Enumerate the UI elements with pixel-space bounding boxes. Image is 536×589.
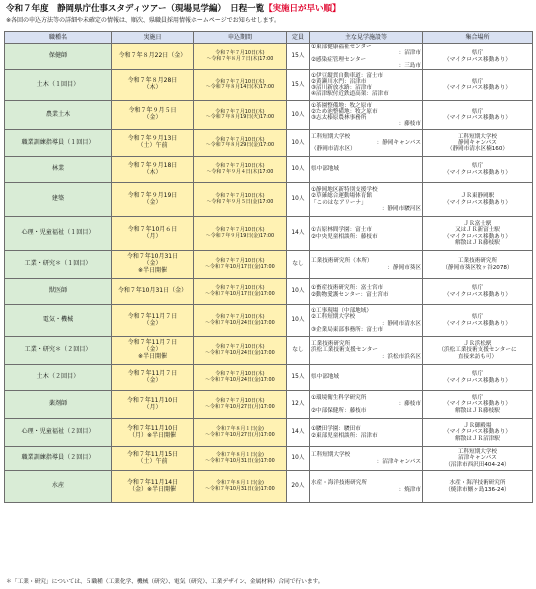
cell-line: ：静岡市清水区 <box>381 320 421 327</box>
cell-line: ～令和７年10月24日(金)17:00 <box>205 319 275 326</box>
application-period-cell <box>194 101 287 130</box>
cell-line: ③志太榛原農林事務所 <box>311 115 367 121</box>
cell-line: （木） <box>143 168 162 176</box>
cell-line: （沼津市西沢田404-24） <box>445 461 510 468</box>
cell-line: （静岡市清水区） <box>311 146 356 153</box>
table-row <box>5 130 533 157</box>
cell-line: ～令和７年９月５日(金)17:00 <box>206 198 274 205</box>
cell-line: （マイクロバス移動あり） <box>444 56 511 63</box>
table-row <box>5 365 533 391</box>
cell-line: ：静岡キャンパス <box>376 139 421 146</box>
cell-line: ～令和７年10月31日(金)17:00 <box>205 485 275 492</box>
capacity-cell: 15人 <box>287 365 310 391</box>
cell-line: （静岡市清水区楠160） <box>446 146 509 153</box>
cell-line: ：藤枝市 <box>398 401 421 408</box>
capacity-cell: 14人 <box>287 217 310 251</box>
job-name-cell: 獣医師 <box>5 279 112 305</box>
cell-line: ：浜松市浜名区 <box>381 353 421 360</box>
cell-line: ②中部保健所：藤枝市 <box>311 407 367 414</box>
cell-line: ③沼川新放水路：沼津市 <box>311 85 372 91</box>
cell-line: 令和７年９月19日 <box>127 191 178 199</box>
date-cell <box>112 391 194 419</box>
cell-line: 令和７年８月22日（金） <box>118 52 187 60</box>
cell-line: ～令和７年８月29日(金)17:00 <box>205 142 275 148</box>
cell-line: ～令和７年10月17日(金)17:00 <box>205 290 275 297</box>
application-period-cell <box>194 157 287 183</box>
cell-line: ②東部児童相談所：沼津市 <box>311 432 378 439</box>
cell-line: ～令和７年９月４日(木)17:00 <box>206 168 274 175</box>
cell-line: ※半日開催 <box>137 266 168 274</box>
meeting-place-cell <box>423 44 533 70</box>
date-cell <box>112 279 194 305</box>
cell-line: 令和７年９月５日 <box>128 107 177 115</box>
sites-cell <box>310 217 423 251</box>
title-text: 令和７年度 静岡県庁仕事スタディツアー（現場見学編） 日程一覧 <box>6 4 265 14</box>
meeting-place-cell <box>423 217 533 251</box>
cell-line: 令和７年７月10日(木) <box>215 136 265 143</box>
cell-line: （土）午前 <box>137 142 168 149</box>
cell-line: 県庁 <box>471 163 484 170</box>
meeting-place-cell <box>423 305 533 337</box>
cell-line: 令和７年11月７日 <box>127 369 178 377</box>
date-cell <box>112 130 194 157</box>
table-row <box>5 44 533 70</box>
cell-line: 工業技術研究所 <box>311 341 351 348</box>
table-row <box>5 70 533 101</box>
cell-line: ④沼津駅付近鉄道高架：沼津市 <box>311 91 389 98</box>
date-cell <box>112 337 194 365</box>
cell-line: 令和７年８月１日(金) <box>216 426 264 433</box>
cell-line: 令和７年11月10日 <box>126 396 179 404</box>
capacity-cell: なし <box>287 337 310 365</box>
job-name-cell: 工業・研究＊（１回目） <box>5 251 112 279</box>
cell-line: ：焼津市 <box>398 486 421 493</box>
cell-line: 工科短期大学校 <box>457 133 498 140</box>
application-period-cell <box>194 447 287 471</box>
cell-line: ＪＲ東静岡駅 <box>460 193 495 200</box>
cell-line: 工業技術研究所 <box>457 258 498 265</box>
cell-line: ②ため池整備地：牧之原市 <box>311 108 378 115</box>
capacity-cell: 10人 <box>287 305 310 337</box>
table-row <box>5 305 533 337</box>
sites-cell <box>310 70 423 101</box>
date-cell <box>112 305 194 337</box>
cell-line: 令和７年９月18日 <box>127 161 178 169</box>
cell-line: ＪＲ御殿場 <box>463 423 492 430</box>
table-body <box>5 44 533 503</box>
meeting-place-cell <box>423 419 533 447</box>
sites-cell <box>310 305 423 337</box>
date-cell <box>112 365 194 391</box>
cell-line: （マイクロバス移動あり） <box>444 291 511 298</box>
cell-line: 工科短期大学校 <box>311 452 351 459</box>
table-row <box>5 391 533 419</box>
cell-line: （浜松工業技術支援センターに <box>438 347 517 354</box>
meeting-place-cell <box>423 447 533 471</box>
job-name-cell: 職業訓練指導員（１回目） <box>5 130 112 157</box>
capacity-cell: 10人 <box>287 447 310 471</box>
schedule-table <box>4 31 533 503</box>
sites-cell <box>310 279 423 305</box>
cell-line: 令和７年７月10日(木) <box>215 108 265 115</box>
sites-cell <box>310 130 423 157</box>
capacity-cell: なし <box>287 251 310 279</box>
table-row <box>5 157 533 183</box>
application-period-cell <box>194 391 287 419</box>
column-header-date: 実施日 <box>112 32 194 44</box>
cell-line: ：沼津キャンパス <box>376 458 421 465</box>
cell-line: 令和７年７月10日(木) <box>215 50 265 57</box>
cell-line: 令和７年11月14日 <box>126 478 179 486</box>
sites-cell <box>310 419 423 447</box>
job-name-cell: 土木（１回目） <box>5 70 112 101</box>
application-period-cell <box>194 130 287 157</box>
cell-line: 令和７年７月10日(木) <box>215 193 265 200</box>
job-name-cell: 電気・機械 <box>5 305 112 337</box>
cell-line: （金） <box>143 198 162 206</box>
meeting-place-cell <box>423 251 533 279</box>
cell-line: ①静岡地区新特別支援学校 <box>311 187 378 193</box>
date-cell <box>112 251 194 279</box>
capacity-cell: 15人 <box>287 44 310 70</box>
column-header-period: 申込期間 <box>194 32 287 44</box>
cell-line: （マイクロバス移動あり） <box>444 199 511 206</box>
date-cell <box>112 70 194 101</box>
cell-line: ：藤枝市 <box>398 121 421 128</box>
cell-line: 令和７年11月15日 <box>126 450 179 458</box>
cell-line: （月） <box>143 232 162 240</box>
cell-line: 令和７年８月１日(金) <box>216 452 264 459</box>
cell-line: ①駿田学園：駿田市 <box>311 426 361 433</box>
cell-line: 県庁 <box>471 395 484 402</box>
header-note: ※各回の申込方法等の詳細や未確定の情報は、順次、県職員採用情報ホームページでお知らせします。 <box>6 17 280 24</box>
cell-line: ～令和７年10月24日(金)17:00 <box>205 349 275 356</box>
cell-line: ②工科短期大学校 <box>311 314 356 321</box>
cell-line: （金） <box>143 260 162 268</box>
cell-line: ③企業局東部事務所：富士市 <box>311 326 384 333</box>
cell-line: 解散はＪＲ藤枝駅 <box>455 407 500 414</box>
job-name-cell: 林業 <box>5 157 112 183</box>
meeting-place-cell <box>423 157 533 183</box>
date-cell <box>112 447 194 471</box>
cell-line: 解散はＪＲ沼津駅 <box>455 435 500 442</box>
cell-line: ＪＲ浜松駅 <box>463 341 492 348</box>
cell-line: 県庁 <box>471 108 484 115</box>
cell-line: 県庁 <box>471 78 484 85</box>
cell-line: ②感染症管理センター <box>311 56 367 63</box>
date-cell <box>112 183 194 217</box>
cell-line: 令和７年７月10日(木) <box>215 163 265 170</box>
meeting-place-cell <box>423 365 533 391</box>
cell-line: ～令和７年８月19日(火)17:00 <box>205 114 275 120</box>
cell-line: 令和７年10月６日 <box>127 225 178 233</box>
cell-line: ①畜産技術研究所：富士宮市 <box>311 285 384 292</box>
capacity-cell: 10人 <box>287 101 310 130</box>
cell-line: 県中部地域 <box>311 374 339 381</box>
sites-cell <box>310 365 423 391</box>
job-name-cell: 建築 <box>5 183 112 217</box>
cell-line: ②草薙総合運動場体育館 <box>311 193 372 200</box>
cell-line: 令和７年10月31日（金） <box>117 287 188 295</box>
cell-line: （木） <box>143 84 162 91</box>
sites-cell <box>310 157 423 183</box>
capacity-cell: 20人 <box>287 471 310 503</box>
cell-line: （マイクロバス移動あり） <box>444 85 511 91</box>
date-cell <box>112 157 194 183</box>
cell-line: （静岡市葵区牧ヶ谷2078） <box>442 264 513 271</box>
cell-line: ～令和７年10月24日(金)17:00 <box>205 376 275 383</box>
sites-cell <box>310 44 423 70</box>
application-period-cell <box>194 70 287 101</box>
cell-line: ①東部健康福祉センター <box>311 44 372 50</box>
cell-line: 令和７年８月１日(金) <box>216 480 264 487</box>
cell-line: 令和７年７月10日(木) <box>215 78 265 85</box>
cell-line: 令和７年７月10日(木) <box>215 314 265 321</box>
meeting-place-cell <box>423 101 533 130</box>
cell-line: ①吉原林間学園：富士市 <box>311 227 372 234</box>
cell-line: （マイクロバス移動あり） <box>444 233 511 240</box>
cell-line: 浜松工業技術支援センター <box>311 347 378 354</box>
capacity-cell: 14人 <box>287 419 310 447</box>
cell-line: （マイクロバス移動あり） <box>444 115 511 121</box>
cell-line: 令和７年８月28日 <box>127 77 178 85</box>
date-cell <box>112 44 194 70</box>
application-period-cell <box>194 337 287 365</box>
meeting-place-cell <box>423 279 533 305</box>
cell-line: ①環境衛生科学研究所 <box>311 395 367 402</box>
cell-line: （マイクロバス移動あり） <box>444 320 511 327</box>
cell-line: （マイクロバス移動あり） <box>444 401 511 408</box>
sites-cell <box>310 337 423 365</box>
cell-line: 県庁 <box>471 371 484 378</box>
cell-line: 県庁 <box>471 285 484 292</box>
cell-line: 「このはなアリーナ」 <box>311 199 367 206</box>
sites-cell <box>310 101 423 130</box>
cell-line: 水産・海洋技術研究所 <box>311 480 367 487</box>
capacity-cell: 10人 <box>287 130 310 157</box>
cell-line: 県庁 <box>471 314 484 321</box>
cell-line: 令和７年７月10日(木) <box>215 371 265 378</box>
cell-line: ＪＲ富士駅 <box>463 221 492 227</box>
cell-line: （月）※半日開催 <box>128 431 177 439</box>
job-name-cell: 薬剤師 <box>5 391 112 419</box>
date-cell <box>112 101 194 130</box>
cell-line: ～令和７年９月19日(金)17:00 <box>205 232 275 239</box>
table-row <box>5 217 533 251</box>
meeting-place-cell <box>423 130 533 157</box>
cell-line: （土）午前 <box>137 457 168 465</box>
cell-line: ～令和７年10月27日(月)17:00 <box>205 403 275 410</box>
cell-line: 令和７年７月10日(木) <box>215 258 265 265</box>
cell-line: 工科短期大学校 <box>311 133 351 140</box>
cell-line: （焼津市鰯ヶ島136-24） <box>445 486 510 493</box>
cell-line: ※半日開催 <box>137 352 168 360</box>
cell-line: （金） <box>143 319 162 327</box>
cell-line: 水産・海洋技術研究所 <box>449 480 506 487</box>
meeting-place-cell <box>423 471 533 503</box>
application-period-cell <box>194 471 287 503</box>
cell-line: ①伊豆縦貫自動車道：富士市 <box>311 72 384 79</box>
column-header-meeting: 集合場所 <box>423 32 533 44</box>
table-header-row <box>5 32 533 44</box>
cell-line: ：三島市 <box>398 62 421 69</box>
cell-line: ①茶園整備地：牧之原市 <box>311 102 372 109</box>
cell-line: ～令和７年10月17日(金)17:00 <box>205 263 275 270</box>
job-name-cell: 工業・研究＊（２回目） <box>5 337 112 365</box>
table-row <box>5 101 533 130</box>
meeting-place-cell <box>423 70 533 101</box>
cell-line: （金） <box>143 346 162 354</box>
cell-line: （金） <box>143 114 162 121</box>
cell-line: 令和７年７月10日(木) <box>215 285 265 292</box>
table-row <box>5 251 533 279</box>
job-name-cell: 土木（２回目） <box>5 365 112 391</box>
application-period-cell <box>194 365 287 391</box>
cell-line: 静岡キャンパス <box>458 139 497 146</box>
capacity-cell: 10人 <box>287 279 310 305</box>
cell-line: 又はＪＲ新富士駅 <box>455 227 500 234</box>
sites-cell <box>310 391 423 419</box>
cell-line: （月） <box>143 403 162 411</box>
date-cell <box>112 217 194 251</box>
cell-line: ～令和７年10月27日(月)17:00 <box>205 431 275 438</box>
cell-line: ～令和７年10月31日(金)17:00 <box>205 457 275 464</box>
job-name-cell: 水産 <box>5 471 112 503</box>
column-header-capacity: 定員 <box>287 32 310 44</box>
capacity-cell: 10人 <box>287 157 310 183</box>
application-period-cell <box>194 217 287 251</box>
sites-cell <box>310 471 423 503</box>
cell-line: 令和７年10月31日 <box>126 253 179 261</box>
cell-line: 県庁 <box>471 50 484 57</box>
cell-line: ：静岡市駿河区 <box>381 205 421 212</box>
meeting-place-cell <box>423 391 533 419</box>
cell-line: 令和７年９月13日 <box>127 135 178 143</box>
cell-line: 令和７年７月10日(木) <box>215 398 265 405</box>
table-row <box>5 183 533 217</box>
cell-line: 沼津キャンパス <box>458 455 497 462</box>
job-name-cell: 農業土木 <box>5 101 112 130</box>
capacity-cell: 12人 <box>287 391 310 419</box>
sites-cell <box>310 447 423 471</box>
cell-line: 令和７年７月10日(木) <box>215 227 265 234</box>
cell-line: （マイクロバス移動あり） <box>444 169 511 176</box>
job-name-cell: 職業訓練指導員（２回目） <box>5 447 112 471</box>
job-name-cell: 心理・児童福祉（２回目） <box>5 419 112 447</box>
application-period-cell <box>194 279 287 305</box>
cell-line: ～令和７年８月７日(木)17:00 <box>206 55 274 62</box>
capacity-cell: 10人 <box>287 183 310 217</box>
cell-line: （金） <box>143 376 162 384</box>
cell-line: （金）※半日開催 <box>128 485 177 493</box>
cell-line: ②黄瀬川水門：沼津市 <box>311 78 367 85</box>
capacity-cell: 15人 <box>287 70 310 101</box>
title-highlight: 【実施日が早い順】 <box>264 4 341 14</box>
cell-line: ①工事現場（中部地域） <box>311 308 372 314</box>
cell-line: ：静岡市葵区 <box>387 264 421 271</box>
cell-line: ②中央児童相談所：藤枝市 <box>311 233 378 240</box>
cell-line: 直接来訪も可） <box>457 353 498 360</box>
table-row <box>5 471 533 503</box>
footer-note: ＊「工業・研究」については、５職種（工業化学、機械（研究）、電気（研究）、工業デザイン、金属材料）合同で行います。 <box>6 579 324 585</box>
application-period-cell <box>194 305 287 337</box>
cell-line: 工科短期大学校 <box>457 449 498 456</box>
cell-line: ～令和７年８月14日(木)17:00 <box>205 84 275 90</box>
application-period-cell <box>194 183 287 217</box>
cell-line: 令和７年11月10日 <box>126 424 179 432</box>
cell-line: （マイクロバス移動あり） <box>444 377 511 384</box>
application-period-cell <box>194 251 287 279</box>
cell-line: ②動物愛護センター：富士宮市 <box>311 291 389 298</box>
cell-line: 県中部地域 <box>311 166 339 173</box>
meeting-place-cell <box>423 337 533 365</box>
cell-line: ：沼津市 <box>398 50 421 57</box>
job-name-cell: 保健師 <box>5 44 112 70</box>
column-header-sites: 主な見学施設等 <box>310 32 423 44</box>
cell-line: （マイクロバス移動あり） <box>444 429 511 436</box>
meeting-place-cell <box>423 183 533 217</box>
page-title <box>6 2 341 14</box>
cell-line: 令和７年11月７日 <box>127 312 178 320</box>
application-period-cell <box>194 419 287 447</box>
table-row <box>5 447 533 471</box>
cell-line: 工業技術研究所（本所） <box>311 258 373 265</box>
sites-cell <box>310 251 423 279</box>
date-cell <box>112 471 194 503</box>
table-row <box>5 279 533 305</box>
cell-line: 令和７年７月10日(木) <box>215 344 265 351</box>
table-row <box>5 337 533 365</box>
date-cell <box>112 419 194 447</box>
cell-line: 令和７年11月７日 <box>127 339 178 347</box>
column-header-job: 職種名 <box>5 32 112 44</box>
sites-cell <box>310 183 423 217</box>
table-row <box>5 419 533 447</box>
cell-line: 解散はＪＲ藤枝駅 <box>455 239 500 246</box>
application-period-cell <box>194 44 287 70</box>
job-name-cell: 心理・児童福祉（１回目） <box>5 217 112 251</box>
